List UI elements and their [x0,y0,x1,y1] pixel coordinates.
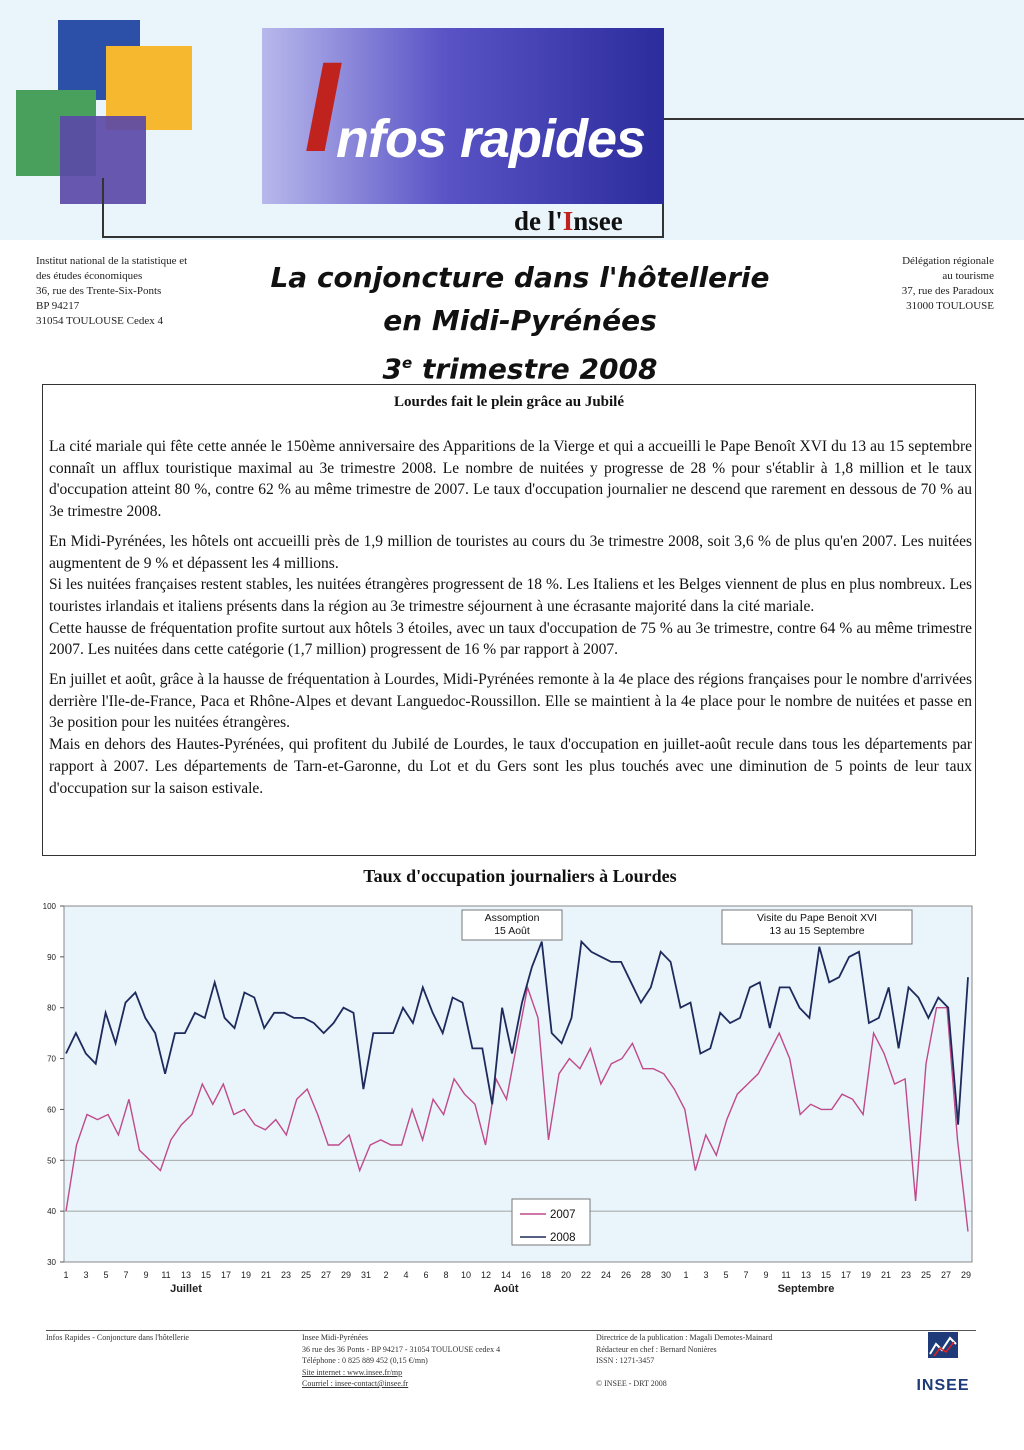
chart-title: Taux d'occupation journaliers à Lourdes [363,866,677,886]
x-tick-label: 19 [240,1270,252,1280]
logo-text: nfos rapides [336,109,646,169]
footer-website-link[interactable]: Site internet : www.insee.fr/mp [302,1367,403,1377]
footer-line: Téléphone : 0 825 889 452 (0,15 €/mn) [302,1356,428,1365]
x-tick-label: 9 [143,1270,149,1280]
x-tick-label: 14 [500,1270,512,1280]
y-tick-label: 50 [47,1156,56,1166]
footer-line [596,1367,856,1378]
address-line: 37, rue des Paradoux [901,285,994,297]
address-line: Délégation régionale [902,255,994,267]
x-tick-label: 18 [540,1270,552,1280]
x-tick-label: 13 [800,1270,812,1280]
masthead-rule-vertical [102,178,104,236]
footer-line: 36 rue des 36 Ponts - BP 94217 - 31054 TOULOUSE cedex 4 [302,1344,501,1354]
x-tick-label: 7 [123,1270,129,1280]
decorative-squares [0,0,200,240]
article-paragraph: Mais en dehors des Hautes-Pyrénées, qui profitent du Jubilé de Lourdes, le taux d'occupation en juillet-août recule dans tous les départements par rapport à 2007. Les départements de Tarn-et-Garonne, du Lot et du Gers sont les plus touchés avec une diminution de 5 points de leur taux d'occupation sur la saison estivale. [49,736,972,797]
title-quarter-suffix: e [402,354,413,372]
y-tick-label: 30 [47,1258,56,1267]
x-tick-label: 29 [960,1270,972,1280]
masthead-right-rule [662,204,664,238]
footer-credits [596,1332,856,1389]
logo-sub-initial: I [562,206,574,236]
x-tick-label: 31 [360,1270,372,1280]
x-tick-label: 2 [383,1270,389,1280]
month-label: Juillet [170,1283,202,1295]
footer-contact [302,1332,582,1390]
y-tick-label: 80 [47,1003,56,1013]
title-quarter-rest: trimestre 2008 [412,352,658,386]
article-paragraph: Cette hausse de fréquentation profite surtout aux hôtels 3 étoiles, avec un taux d'occupation de 75 % au 3e trimestre, contre 64 % au même trimestre 2007. Les nuitées dans cette catégorie (1,7 million) progressent de 16 % par rapport à 2007. [49,619,972,659]
x-tick-label: 1 [63,1270,69,1280]
x-tick-label: 4 [403,1270,409,1280]
x-tick-label: 6 [423,1270,429,1280]
address-line: au tourisme [942,270,994,282]
x-tick-label: 27 [940,1270,952,1280]
legend-label: 2008 [550,1232,576,1244]
y-tick-label: 90 [47,952,56,962]
x-tick-label: 15 [820,1270,832,1280]
x-tick-label: 5 [723,1270,729,1280]
x-tick-label: 17 [840,1270,852,1280]
address-line: BP 94217 [36,300,80,312]
x-tick-label: 5 [103,1270,109,1280]
annotation-text: 13 au 15 Septembre [769,925,865,937]
y-tick-label: 100 [42,902,56,911]
logo-subtitle [514,206,623,237]
x-tick-label: 23 [900,1270,912,1280]
address-line: 31000 TOULOUSE [906,300,994,312]
x-tick-label: 16 [520,1270,532,1280]
footer-rule [46,1330,976,1331]
title-line-1: La conjoncture dans l'hôtellerie [270,261,770,294]
y-tick-label: 40 [47,1207,56,1217]
x-tick-label: 25 [300,1270,312,1280]
x-tick-label: 30 [660,1270,672,1280]
insee-logo-text: INSEE [916,1377,970,1394]
x-tick-label: 11 [161,1270,171,1280]
x-tick-label: 28 [640,1270,652,1280]
y-tick-label: 60 [47,1105,56,1115]
x-tick-label: 22 [580,1270,592,1280]
x-tick-label: 27 [320,1270,332,1280]
logo-initial: I [304,36,340,179]
masthead-side-rule [664,118,1024,120]
x-tick-label: 17 [220,1270,232,1280]
x-tick-label: 9 [763,1270,769,1280]
footer-line: Directrice de la publication : Magali Demotes-Mainard [596,1333,773,1342]
footer-line: © INSEE - DRT 2008 [596,1378,667,1388]
article-paragraph: En juillet et août, grâce à la hausse de fréquentation à Lourdes, Midi-Pyrénées remonte à la 4e place des régions françaises pour le nombre d'arrivées derrière l'Ile-de-France, Paca et Rhône-Alpes et devant Languedoc-Roussillon. Elle se maintient à la 4e place pour le nombre de nuitées et passe en 3e position pour les nuitées étrangères. [49,671,972,732]
footer-email-link[interactable]: Courriel : insee-contact@insee.fr [302,1379,409,1388]
logo-sub-prefix: de l' [514,206,563,236]
x-tick-label: 15 [200,1270,212,1280]
occupancy-line-chart [0,896,1000,1306]
article-paragraph: En Midi-Pyrénées, les hôtels ont accueilli près de 1,9 million de touristes au cours du 3e trimestre 2008, soit 3,6 % de plus qu'en 2007. Les nuitées augmentent de 9 % et dépassent les 4 millions. [49,532,972,572]
insee-address [36,254,246,329]
footer-line: Rédacteur en chef : Bernard Nonières [596,1344,717,1354]
annotation-text: 15 Août [494,925,530,937]
month-label: Septembre [777,1283,835,1295]
x-tick-label: 25 [920,1270,932,1280]
footer-line: Insee Midi-Pyrénées [302,1333,368,1342]
title-quarter-number: 3 [382,352,403,386]
annotation-text: Visite du Pape Benoit XVI [756,912,878,924]
x-tick-label: 12 [480,1270,492,1280]
footer-line: ISSN : 1271-3457 [596,1356,655,1365]
x-tick-label: 21 [260,1270,272,1280]
x-tick-label: 13 [180,1270,192,1280]
title-line-2: en Midi-Pyrénées [383,304,657,337]
x-tick-label: 21 [880,1270,892,1280]
annotation-text: Assomption [484,912,540,924]
address-line: 36, rue des Trente-Six-Ponts [36,285,162,297]
x-tick-label: 24 [600,1270,612,1280]
month-label: Août [493,1283,519,1295]
page-title [250,256,790,390]
article-heading: Lourdes fait le plein grâce au Jubilé [394,394,624,410]
x-tick-label: 19 [860,1270,872,1280]
article-paragraph: La cité mariale qui fête cette année le 150ème anniversaire des Apparitions de la Vierge et qui a accueilli le Pape Benoît XVI du 13 au 15 septembre connaît un afflux touristique maximal au 3e trimestre 2008. Le nombre de nuitées y progresse de 28 % pour s'établir à 1,8 million et le taux d'occupation atteint 80 %, contre 62 % au même trimestre de 2007. Le taux d'occupation journalier ne descend que rarement en dessous de 70 % au 3e trimestre 2008. [49,438,972,521]
x-tick-label: 26 [620,1270,632,1280]
address-line: des études économiques [36,270,143,282]
x-tick-label: 29 [340,1270,352,1280]
article-paragraph: Si les nuitées françaises restent stables, les nuitées étrangères progressent de 18 %. Les Italiens et les Belges viennent de plus en plus nombreux. Les touristes irlandais et italiens présents dans la région au 3e trimestre séjournent à une écrasante majorité dans la cité mariale. [49,576,972,615]
article-body [49,436,972,807]
x-tick-label: 20 [560,1270,572,1280]
x-tick-label: 8 [443,1270,449,1280]
footer-publication: Infos Rapides - Conjoncture dans l'hôtellerie [46,1333,189,1342]
address-line: Institut national de la statistique et [36,255,188,267]
y-tick-label: 70 [47,1054,56,1064]
tourism-delegation-address [840,254,994,314]
x-tick-label: 10 [460,1270,472,1280]
address-line: 31054 TOULOUSE Cedex 4 [36,315,164,327]
x-tick-label: 3 [83,1270,89,1280]
x-tick-label: 7 [743,1270,749,1280]
x-tick-label: 11 [781,1270,791,1280]
legend-label: 2007 [550,1209,576,1221]
logo-sub-suffix: nsee [573,206,623,236]
x-tick-label: 3 [703,1270,709,1280]
x-tick-label: 1 [683,1270,689,1280]
x-tick-label: 23 [280,1270,292,1280]
